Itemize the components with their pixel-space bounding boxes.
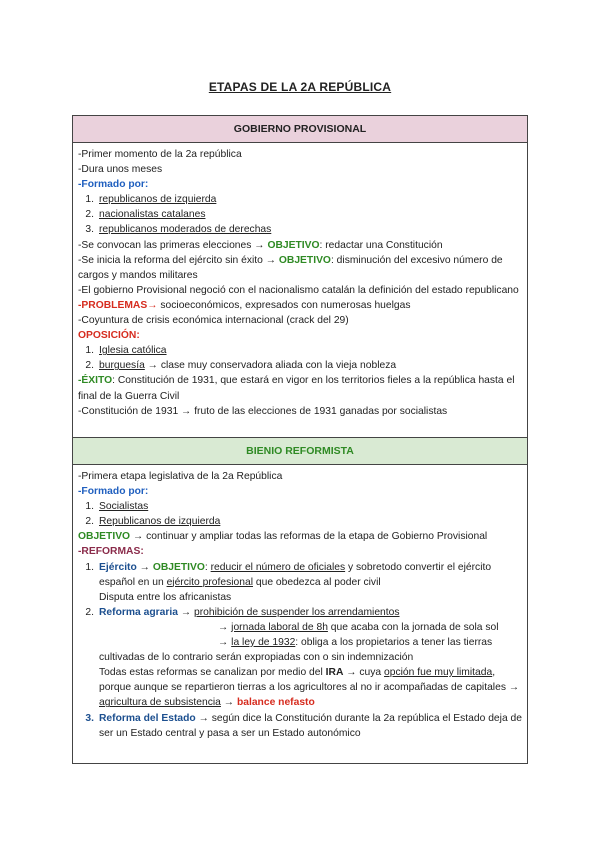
text-line: -Constitución de 1931 → fruto de las elecciones de 1931 ganadas por socialistas [78,405,448,417]
list-item: 3. republicanos moderados de derechas [85,224,272,236]
reformas-label: -REFORMAS: [78,546,144,558]
text-line: -Primera etapa legislativa de la 2a República [78,471,283,482]
text-line: -Se inicia la reforma del ejército sin éxito → OBJETIVO: disminución del excesivo número de cargos y mandos militares [78,254,503,281]
reform-item-agraria: 2. Reforma agraria → prohibición de suspender los arrendamientos → jornada laboral de 8h que acaba con la jornada de sola sol → la ley de 1932: obliga a los propietarios a tener las tierras cultivadas de lo contrario serán expropiadas con o sin indemnización Todas estas reformas se canalizan por medio del IRA → cuya opción fue muy limitada, porque aunque se repartieron tierras a los agricultores al no ir acompañadas de capitales → agricultura de subsistencia → balance nefasto [85,606,520,709]
list-item: 1. Socialistas [85,501,149,513]
objetivo-line: OBJETIVO → continuar y ampliar todas las reformas de la etapa de Gobierno Provisional [78,531,488,543]
oposicion-label: OPOSICIÓN: [78,330,140,342]
problemas-line: -PROBLEMAS→ socioeconómicos, expresados con numerosas huelgas [78,299,411,311]
gobierno-provisional-box [72,115,528,438]
list-item: 1. republicanos de izquierda [85,194,217,206]
exito-line: -ÉXITO: Constitución de 1931, que estará en vigor en los territorios fieles a la república hasta el final de la Guerra Civil [78,375,515,402]
text-line: -Primer momento de la 2a república [78,149,242,160]
section-header: BIENIO REFORMISTA [73,438,527,465]
reform-item-estado: 3. Reforma del Estado → según dice la Constitución durante la 2a república el Estado deja de ser un Estado central y pasa a ser un Estado autonómico [85,712,522,739]
text-line: -Coyuntura de crisis económica internacional (crack del 29) [78,315,349,327]
text-line: -Dura unos meses [78,164,163,176]
bienio-reformista-box [72,437,528,764]
text-line: -Se convocan las primeras elecciones → OBJETIVO: redactar una Constitución [78,239,443,251]
formado-label: -Formado por: [78,486,149,498]
list-item: 1. Iglesia católica [85,345,167,357]
formado-label: -Formado por: [78,179,149,191]
list-item: 2. Republicanos de izquierda [85,516,221,528]
section-header: GOBIERNO PROVISIONAL [73,116,527,143]
list-item: 2. burguesía → clase muy conservadora aliada con la vieja nobleza [85,360,397,372]
page-title: ETAPAS DE LA 2A REPÚBLICA [208,80,392,94]
text-line: -El gobierno Provisional negoció con el nacionalismo catalán la definición del estado republicano [78,284,519,296]
list-item: 2. nacionalistas catalanes [85,209,206,221]
reform-item-ejercito: 1. Ejército → OBJETIVO: reducir el número de oficiales y sobretodo convertir el ejército español en un ejército profesional que obedezca al poder civil Disputa entre los africanistas [85,561,492,603]
